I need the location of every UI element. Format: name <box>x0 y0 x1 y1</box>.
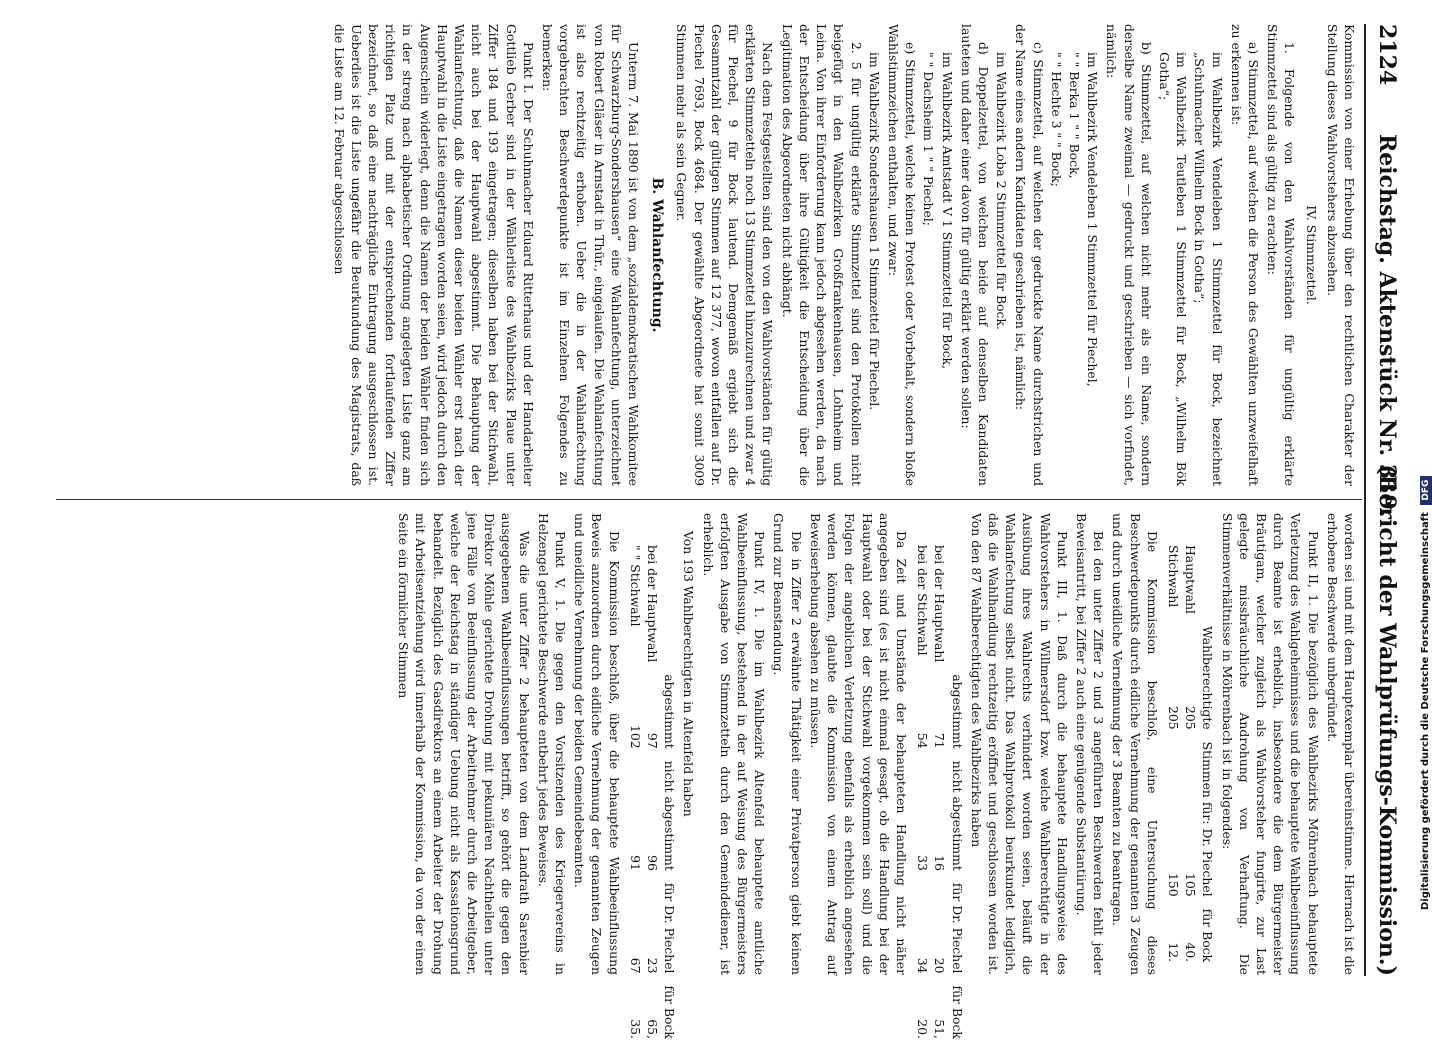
paragraph: Punkt II, 1. Die bezüglich des Wahlbezirks Möhrenbach behauptete Verletzung des Wahlgeheimnisses und die behauptete Wahlbeeinflussung durch Beamte ist erheblich, insbesondere die dem Bürgermeister Bräutigam, welcher zugleich als Wahlvorsteher fungirte, zur Last gelegte missbräuchliche Androhung von Verhaftung. Die Stimmenverhältnisse in Möhrenbach ist in folgendes: <box>1219 513 1321 975</box>
right-column <box>393 513 1358 1039</box>
table-cell: 205 <box>1183 706 1199 730</box>
table-cell: 54 <box>915 732 931 749</box>
table-header: Stimmen für: Dr. Piechel <box>1200 741 1216 897</box>
table-cell: 65, <box>645 1019 661 1039</box>
table-row <box>627 539 644 1045</box>
table-cell: 105 <box>1183 873 1199 897</box>
paragraph: Nach dem Festgestellten sind den von den Wahlvorständen für gültig erklärten Stimmzetteln noch 13 Stimmzettel hinzuzurechnen und zwar 4 für Piechel, 9 für Bock lautend. Demgemäß ergiebt sich die Gesammtzahl der gültigen Stimmen auf 12 377, wovon entfallen auf Dr. Piechel 7693, Bock 4684. Der gewählte Abgeordnete hat somit 3009 Stimmen mehr als sein Gegner. <box>674 24 776 486</box>
table-cell <box>661 539 678 668</box>
table-cell: bei der Hauptwahl <box>645 545 661 663</box>
paragraph: Punkt V, 1. Die gegen den Vorsitzenden des Kriegervereins in Helzengel gerichtete Beschwerde entbehrt jedes Beweises. <box>535 513 569 975</box>
table-row <box>1182 539 1199 968</box>
table-cell: 20 <box>932 957 948 974</box>
paragraph: Die Kommission beschloß, eine Untersuchung dieses Beschwerdepunkts durch eidliche Vernehmung der genannten 3 Zeugen und durch uneidliche Vernehmung der 3 Beamten zu beantragen. <box>1110 513 1160 975</box>
list-item: im Wahlbezirk Sondershausen 1 Stimmzettel für Piechel. <box>866 52 882 411</box>
vote-table-willmersdorf <box>914 539 966 1045</box>
paragraph: 2. 5 für ungültig erklärte Stimmzettel sind den Protokollen nicht beigefügt in den Wahlbezirken Großfrankenhausen, Lohnheim und Leina. Von ihrer Einforderung kann jedoch abgesehen werden, da nach der Entscheidung über ihre Gültigkeit die Entscheidung über die Legitimation des Abgeordneten nicht abhängt. <box>779 24 864 486</box>
section-heading: B. Wahlanfechtung. <box>649 177 666 333</box>
section-title: (Bericht der Wahlprüfungs-Kommission.) <box>1374 464 1400 976</box>
list-item: " " Hechte 3 " " Bock; <box>1048 52 1064 187</box>
table-cell: 205 <box>1165 706 1181 730</box>
table-header: für Bock <box>662 985 678 1039</box>
table-cell: 67 <box>627 957 643 974</box>
table-row <box>914 539 931 1045</box>
paragraph: b) Stimmzettel, auf welchen nicht mehr als ein Name, sondern derselbe Name zweimal — gedruckt und geschrieben — sich vorfindet, nämlich: <box>1104 24 1154 486</box>
table-cell: 91 <box>627 855 643 871</box>
paragraph: Kommission von einer Erhebung über den rechtlichen Charakter der Stellung dieses Wahlvorstehers abzusehen. <box>1324 24 1357 486</box>
table-cell: 40. <box>1183 942 1199 963</box>
table-cell: 71 <box>932 732 948 749</box>
table-header: Wahlberechtigte <box>1200 626 1216 730</box>
list-item: im Wahlbezirk Loba 2 Stimmzettel für Bock. <box>994 52 1010 330</box>
table-cell: 97 <box>645 732 661 749</box>
table-cell: Stichwahl <box>1165 545 1181 608</box>
list-item: im Wahlbezirk Vendeleben 1 Stimmzettel für Piechel, <box>1085 52 1101 387</box>
table-cell: 102 <box>627 725 643 749</box>
table-cell: bei der Stichwahl <box>915 545 931 656</box>
table-cell: 35. <box>627 1019 643 1039</box>
paragraph: Punkt III, 1. Daß durch die behauptete Handlungsweise des Wahlvorstehers in Willmersdorf bzw. welche Wahlberechtigte in der Ausübung ihres Wahlrechts verhindert worden seien, beläuft die Wahlanfechtung selbst nicht. Das Wahlprotokoll beurkundet lediglich, daß die Wahlhandlung rechtzeitig eröffnet und geschlossen worden ist. Von den 87 Wahlberechtigten des Wahlbezirks haben <box>968 513 1070 975</box>
left-column <box>328 24 1358 486</box>
page-header <box>1364 24 1400 976</box>
table-cell: 16 <box>932 855 948 871</box>
table-cell: 20. <box>915 1019 931 1039</box>
table-cell <box>948 539 965 668</box>
table-header: für Dr. Piechel <box>662 882 678 974</box>
list-item: " " Dachsheim 1 " " Piechel; <box>921 52 937 226</box>
paragraph: e) Stimmzettel, welche keinen Protest oder Vorbehalt, sondern bloße Wahlstimmzeichen enthalten, und zwar: <box>885 24 919 486</box>
list-item: im Wahlbezirk Teutleben 1 Stimmzettel für Bock, „Wilhelm Bök Gotha“; <box>1156 52 1190 486</box>
table-header: für Bock <box>1200 908 1216 963</box>
table-cell <box>1199 539 1216 620</box>
list-item: " " Berka 1 " " Bock, <box>1066 52 1082 179</box>
table-cell: 150 <box>1165 873 1181 897</box>
paragraph: Da Zeit und Umstände der behaupteten Handlung nicht näher angegeben sind (es ist nicht einmal gesagt, ob die Handlung bei der Hauptwahl oder bei der Stichwahl vorgekommen sein soll) und die Folgen der angeblichen Verletzung ebenfalls als erheblich angesehen werden können, glaubte die Kommission von einem Antrag auf Beweiserhebung absehen zu müssen. <box>807 513 909 975</box>
paragraph: Was die unter Ziffer 2 behaupteten von dem Landrath Sarenbier ausgegebenen Wahlbeeinflussungen betrifft, so gehört die gegen den Direktor Möhle gerichtete Drohung mit pekuniären Nachtheilen unter jene Fälle von Beeinflussung der Arbeitnehmer durch die Arbeitgeber, welche der Reichstag in ständiger Uebung nicht als Kassationsgrund behandelt. Bezüglich des Gasdirektors an einem Arbeiter der Drohung mit Arbeitsentziehung wird innerhalb der Kommission, da von der einen Seite ein förmlicher Stimmen <box>396 513 532 975</box>
table-cell: 51, <box>932 1019 948 1039</box>
paragraph: a) Stimmzettel, auf welchen die Person des Gewählten unzweifelhaft zu erkennen ist: <box>1228 24 1261 486</box>
paragraph: worden sei und mit dem Hauptexemplar übereinstimme. Hiernach ist die erhobene Beschwerde unbegründet. <box>1324 513 1357 975</box>
table-cell: Hauptwahl <box>1183 545 1199 615</box>
header-rule <box>1364 24 1366 976</box>
paragraph: Bei den unter Ziffer 2 und 3 angeführten Beschwerden fehlt jeder Beweisantritt, bei Ziffer 2 auch eine genügende Substantiirung. <box>1073 513 1107 975</box>
paragraph: c) Stimmzettel, auf welchen der gedruckte Name durchstrichen und der Name eines andern Kandidaten geschrieben ist, nämlich: <box>1013 24 1046 486</box>
paragraph: Punkt I. Der Schuhmacher Eduard Ritterhaus und der Handarbeiter Gottlieb Gerber sind in der Wählerliste des Wahlbezirks Plaue unter Ziffer 184 und 193 eingetragen; dieselben haben bei der Stichwahl, nicht auch bei der Hauptwahl abgestimmt. Die Behauptung der Wahlanfechtung, daß die Namen dieser beiden Wähler erst nach der Hauptwahl in die Liste eingetragen worden seien, wird jedoch durch den Augenschein widerlegt, denn die Namen der beiden Wähler finden sich in der streng nach alphabetischer Ordnung angelegten Liste ganz am richtigen Platz und mit der entsprechenden fortlaufenden Ziffer bezeichnet, so daß eine nachträgliche Eintragung ausgeschlossen ist. Ueberdies ist die Liste ungefähr die Beurkundung des Magistrats, daß die Liste am 12. Februar abgeschlossen <box>331 24 536 486</box>
table-header: für Bock <box>949 985 965 1039</box>
credit-text <box>1420 476 1432 910</box>
table-cell: 33 <box>915 855 931 871</box>
table-cell: " " Stichwahl <box>627 545 643 627</box>
paragraph: d) Doppelzettel, von welchen beide auf denselben Kandidaten lauteten und daher einer davon für gültig erklärt werden sollen: <box>958 24 991 486</box>
table-header: nicht abgestimmt <box>662 760 678 871</box>
table-cell: 12. <box>1165 942 1181 963</box>
table-cell: 23 <box>645 957 661 974</box>
table-header: abgestimmt <box>949 674 965 749</box>
subheading: IV. Stimmzettel. <box>1303 205 1319 305</box>
paragraph: Die Kommission beschloß, über die behauptete Wahlbeeinflussung Beweis anzuordnen durch eidliche Vernehmung der genannten Zeugen und uneidliche Vernehmung der beiden Gemeindebeamten. <box>572 513 622 975</box>
table-header: für Dr. Piechel <box>949 882 965 974</box>
dfg-logo: DFG <box>1420 476 1432 505</box>
paragraph: 1. Folgende von den Wahlvorständen für ungültig erklärte Stimmzettel sind als gültig zu erachten: <box>1265 24 1298 486</box>
paragraph: Die in Ziffer 2 erwähnte Thätigkeit einer Privatperson giebt keinen Grund zur Beanstandung. <box>771 513 804 975</box>
table-row <box>1165 539 1182 968</box>
column-divider <box>56 499 1362 500</box>
page-number: 2124 <box>1374 24 1400 86</box>
table-row <box>644 539 661 1045</box>
table-cell: 96 <box>645 855 661 871</box>
list-item: im Wahlbezirk Amtstadt V 1 Stimmzettel für Bock, <box>939 52 955 370</box>
paragraph: Punkt IV, 1. Die im Wahlbezirk Altenfeld behauptete amtliche Wahlbeeinflussung, bestehend in der auf Weisung des Bürgermeisters erfolgten Ausgabe von Stimmzetteln durch den Gemeindediener, ist erheblich. <box>700 513 768 975</box>
vote-table-altenfeld <box>627 539 679 1045</box>
table-header: nicht abgestimmt <box>949 760 965 871</box>
list-item: im Wahlbezirk Vendeleben 1 Stimmzettel für Bock, bezeichnet „Schuhmacher Wilhelm Bock in Gotha“; <box>1192 52 1225 486</box>
paragraph: Von 193 Wahlberechtigten in Altenfeld haben <box>681 531 697 817</box>
running-title: Reichstag. Aktenstück Nr. 319. <box>1374 134 1400 518</box>
vote-table-moehrenbach <box>1165 539 1217 968</box>
table-row <box>931 539 948 1045</box>
paragraph: Unterm 7. Mai 1890 ist von dem „sozialdemokratischen Wahlkomitee für Schwarzburg-Sondershausen“ eine Wahlanfechtung, unterzeichnet von Robert Gläser in Arnstadt in Thür., eingelaufen. Die Wahlanfechtung ist also rechtzeitig erhoben. Ueber die in der Wahlanfechtung vorgebrachten Beschwerdepunkte ist im Einzelnen Folgendes zu bemerken: <box>540 24 642 486</box>
rotated-document-page <box>26 10 1406 1039</box>
table-cell: 34 <box>915 957 931 974</box>
credit-label: Digitalisierung gefördert durch die Deutsche Forschungsgemeinschaft <box>1420 512 1431 910</box>
table-header: abgestimmt <box>662 674 678 749</box>
table-cell: bei der Hauptwahl <box>932 545 948 663</box>
